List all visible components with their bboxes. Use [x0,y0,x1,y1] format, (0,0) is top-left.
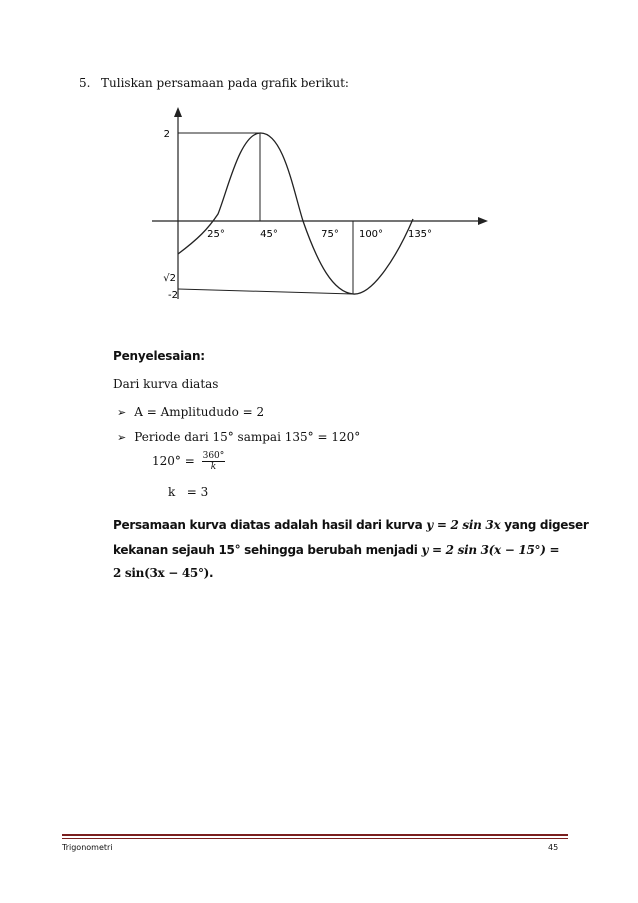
footer-rule-thick [62,834,568,836]
footer-rule-thin [62,838,568,839]
page-number: 45 [548,843,559,852]
x-label-100: 100° [358,229,384,240]
bullet-amplitude [117,405,264,419]
y-axis-arrow [174,107,182,117]
k-result: k = 3 [168,485,209,499]
x-label-75: 75° [321,229,339,240]
min-level-line [178,289,353,294]
y-label-max: 2 [163,129,170,140]
x-label-25: 25° [207,229,225,240]
question-text: Tuliskan persamaan pada grafik berikut: [101,76,349,90]
y-label-sqrt2: √2 [163,273,176,284]
y-label-min: -2 [168,290,178,301]
period-fraction [202,451,226,472]
sine-graph [148,104,498,304]
sine-curve [178,133,413,294]
bullet-period-text: Periode dari 15° sampai 135° = 120° [134,430,361,444]
x-label-135: 135° [407,229,433,240]
period-lhs: 120° = [152,454,195,468]
x-label-45: 45° [260,229,278,240]
conclusion-math-1: y = 2 sin 3x [426,518,501,532]
conclusion-text-2: kekanan sejauh 15° sehingga berubah menjadi [113,543,418,557]
bullet-period [117,430,360,444]
fraction-denominator: k [210,462,217,472]
solution-intro: Dari kurva diatas [113,377,219,391]
period-equation [152,451,225,472]
conclusion-line-1 [113,518,588,532]
conclusion-line-2 [113,543,559,557]
conclusion-tail-1: yang digeser [504,518,589,532]
conclusion-line-3 [113,566,213,580]
arrow-bullet-icon: ➢ [117,431,127,444]
arrow-bullet-icon: ➢ [117,406,127,419]
fraction-numerator: 360° [202,451,225,461]
bullet-amplitude-text: A = Amplitududo = 2 [134,405,265,419]
question-number: 5. [79,76,91,90]
conclusion-math-2: y = 2 sin 3(x − 15°) = [421,543,560,557]
x-axis-arrow [478,217,488,225]
conclusion-text-1: Persamaan kurva diatas adalah hasil dari kurva [113,518,423,532]
solution-heading: Penyelesaian: [113,349,205,363]
conclusion-tail-3: . [209,566,214,580]
footer-title: Trigonometri [62,843,113,852]
conclusion-math-3: 2 sin(3x − 45°) [113,566,210,580]
